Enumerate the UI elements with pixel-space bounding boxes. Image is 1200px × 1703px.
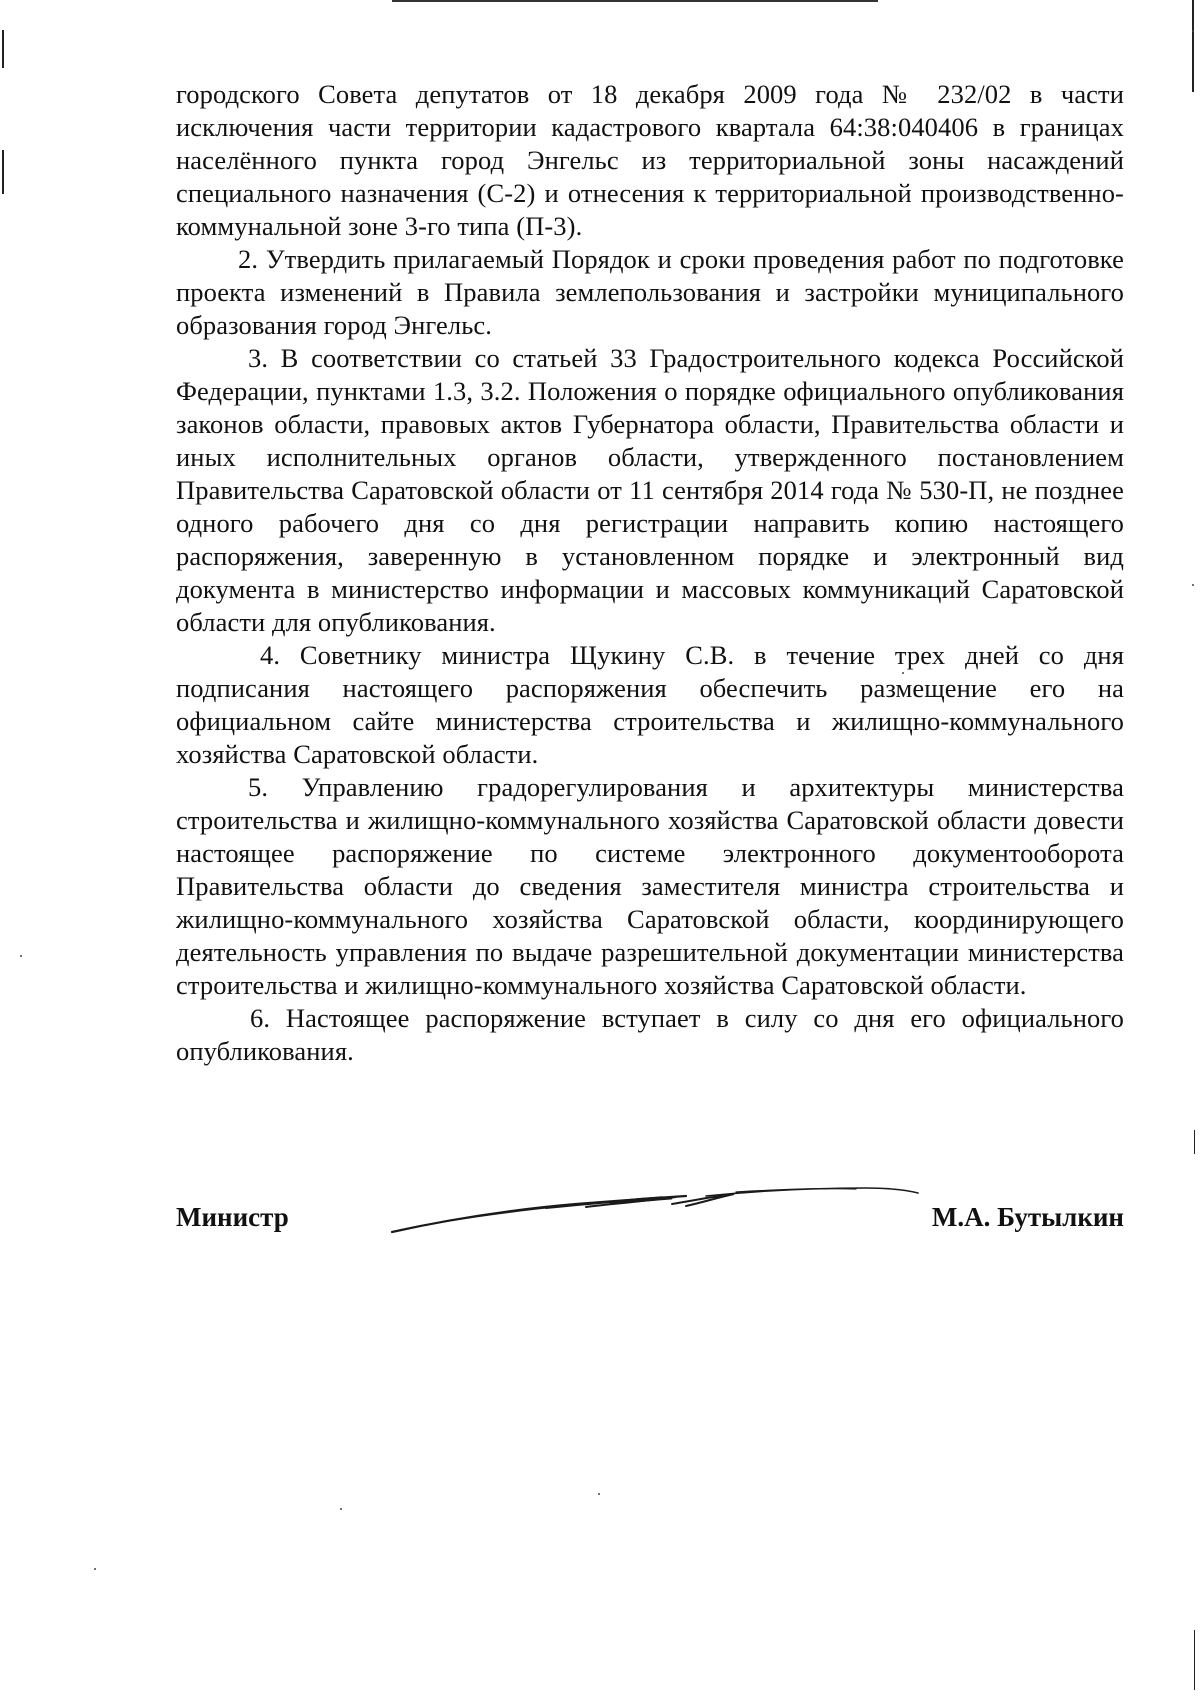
scan-speck bbox=[1192, 584, 1194, 586]
signatory-name: М.А. Бутылкин bbox=[931, 1202, 1124, 1232]
scan-speck bbox=[94, 1568, 96, 1570]
scan-speck bbox=[340, 1508, 342, 1510]
scan-speck bbox=[1192, 30, 1194, 32]
paragraph-item-4: 4. Советнику министра Щукину С.В. в течение трех дней со дня подписания настоящего распоряжения обеспечить размещение его на официальном сайте министерства строительства и жилищно-коммунального хозяйства Саратовской области. bbox=[176, 640, 1124, 769]
scan-edge-mark-right bbox=[1194, 1130, 1195, 1154]
scan-top-line bbox=[392, 0, 878, 2]
paragraph-item-6: 6. Настоящее распоряжение вступает в силу со дня его официального опубликования. bbox=[176, 1003, 1124, 1066]
paragraph-item-2: 2. Утвердить прилагаемый Порядок и сроки проведения работ по подготовке проекта изменений в Правила землепользования и застройки муниципального образования город Энгельс. bbox=[176, 244, 1124, 340]
scan-edge-mark-right bbox=[1192, 0, 1194, 92]
scan-edge-mark-left bbox=[2, 150, 4, 194]
handwritten-signature bbox=[386, 1180, 926, 1250]
scan-edge-mark-right bbox=[1194, 1630, 1195, 1690]
document-body bbox=[176, 78, 1124, 1068]
scan-edge-mark-left bbox=[2, 30, 4, 68]
paragraph-item-5: 5. Управлению градорегулирования и архитектуры министерства строительства и жилищно-коммунального хозяйства Саратовской области довести настоящее распоряжение по системе электронного документооборота Правительства области до сведения заместителя министра строительства и жилищно-коммунального хозяйства Саратовской области, координирующего деятельность управления по выдаче разрешительной документации министерства строительства и жилищно-коммунального хозяйства Саратовской области. bbox=[176, 772, 1124, 1000]
paragraph-continuation: городского Совета депутатов от 18 декабря 2009 года № 232/02 в части исключения части территории кадастрового квартала 64:38:040406 в границах населённого пункта город Энгельс из территориальной зоны насаждений специального назначения (С-2) и отнесения к территориальной производственно-коммунальной зоне 3-го типа (П-3). bbox=[176, 79, 1124, 241]
scan-speck bbox=[598, 1493, 600, 1495]
paragraph-item-3: 3. В соответствии со статьей 33 Градостроительного кодекса Российской Федерации, пунктами 1.3, 3.2. Положения о порядке официального опубликования законов области, правовых актов Губернатора области, Правительства области и иных исполнительных органов области, утвержденного постановлением Правительства Саратовской области от 11 сентября 2014 года № 530-П, не позднее одного рабочего дня со дня регистрации направить копию настоящего распоряжения, заверенную в установленном порядке и электронный вид документа в министерство информации и массовых коммуникаций Саратовской области для опубликования. bbox=[176, 343, 1124, 637]
signatory-position: Министр bbox=[176, 1202, 289, 1232]
signature-block bbox=[176, 1200, 1124, 1260]
scan-speck bbox=[20, 955, 22, 957]
